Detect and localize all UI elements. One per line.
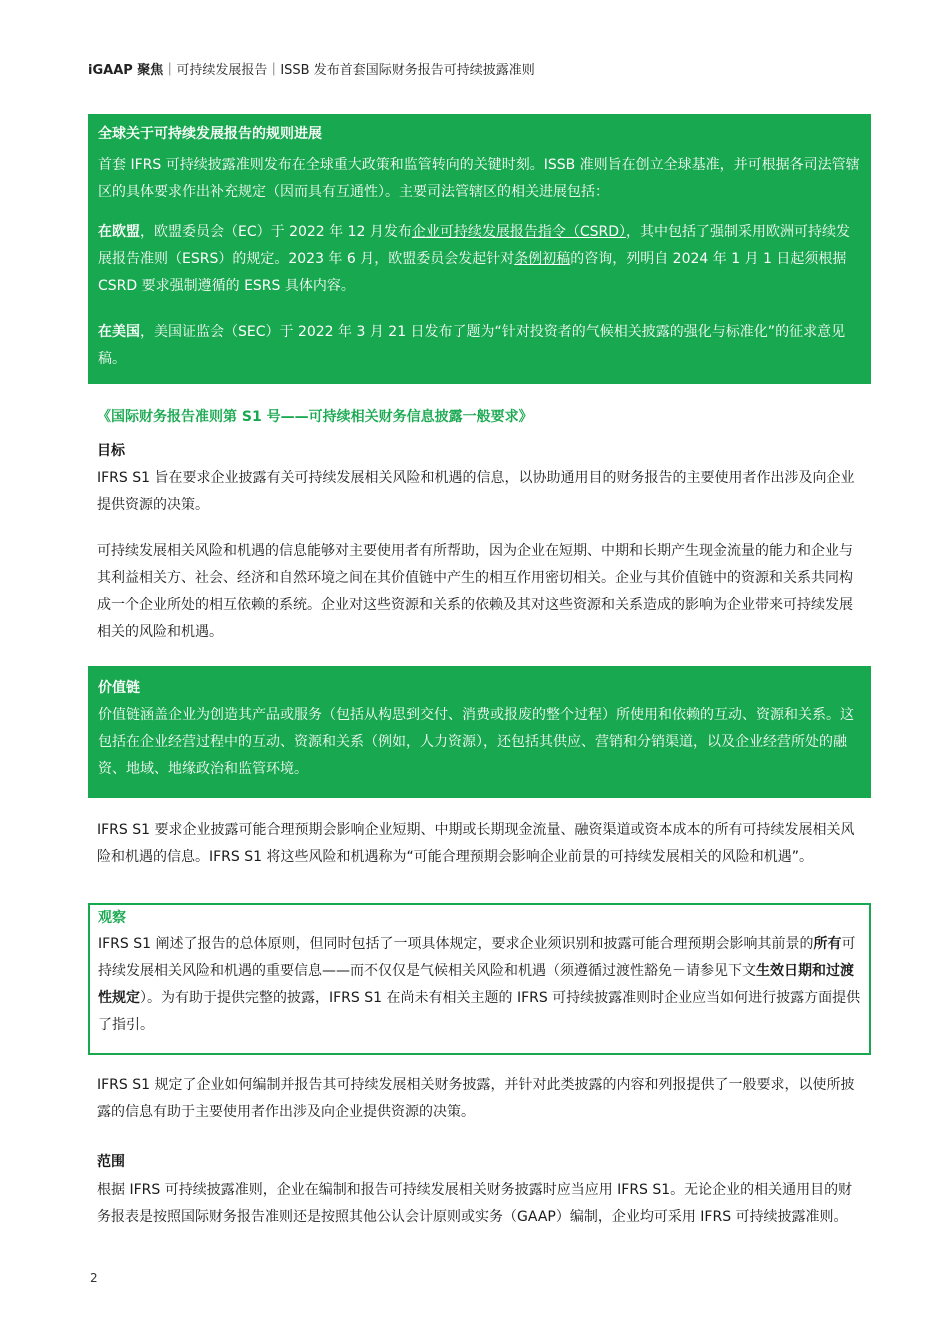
global-box-us	[98, 319, 861, 373]
header-brand: iGAAP 聚焦	[88, 63, 164, 78]
objective-heading: 目标	[97, 443, 125, 459]
csrd-link[interactable]: 企业可持续发展报告指令（CSRD）	[411, 224, 627, 240]
objective-paragraph-1: IFRS S1 旨在要求企业披露有关可持续发展相关风险和机遇的信息，以协助通用目的财务报告的主要使用者作出涉及向企业提供资源的决策。	[97, 470, 855, 513]
paragraph-4: IFRS S1 规定了企业如何编制并报告其可持续发展相关财务披露，并针对此类披露的内容和列报提供了一般要求，以使所披露的信息有助于主要使用者作出涉及向企业提供资源的决策。	[97, 1077, 855, 1120]
eu-text-2: ，其中包括了强制采用欧洲可持续发展报告准则（ESRS）的规定。2023 年 6 月，欧盟委员会发起针对	[98, 224, 851, 267]
eu-text-3: 的咨询，列明自 2024 年 1 月 1 日起须根据 CSRD 要求强制遵循的 ESRS 具体内容。	[98, 251, 847, 294]
observation-text-1: IFRS S1 阐述了报告的总体原则，但同时包括了一项具体规定，要求企业须识别和披露可能合理预期会影响其前景的	[98, 936, 814, 952]
header-title: ｜可持续发展报告｜ISSB 发布首套国际财务报告可持续披露准则	[163, 63, 535, 78]
us-lead: 在美国	[98, 324, 140, 340]
observation-text	[98, 931, 861, 1039]
draft-regulation-link[interactable]: 条例初稿	[514, 251, 571, 267]
eu-text-1: ，欧盟委员会（EC）于 2022 年 12 月发布	[140, 224, 412, 240]
page-number: 2	[90, 1271, 98, 1285]
objective-paragraph-2: 可持续发展相关风险和机遇的信息能够对主要使用者有所帮助，因为企业在短期、中期和长期产生现金流量的能力和企业与其利益相关方、社会、经济和自然环境之间在其价值链中产生的相互作用密切相关。企业与其价值链中的资源和关系共同构成一个企业所处的相互依赖的系统。企业对这些资源和关系的依赖及其对这些资源和关系造成的影响为企业带来可持续发展相关的风险和机遇。	[97, 543, 853, 640]
global-box-intro: 首套 IFRS 可持续披露准则发布在全球重大政策和监管转向的关键时刻。ISSB 准则旨在创立全球基准，并可根据各司法管辖区的具体要求作出补充规定（因而具有互通性）。主要司法管辖区的相关进展包括：	[98, 157, 860, 200]
global-box-title: 全球关于可持续发展报告的规则进展	[98, 126, 322, 142]
observation-title: 观察	[98, 910, 126, 926]
observation-text-3: ）。为有助于提供完整的披露，IFRS S1 在尚未有相关主题的 IFRS 可持续披露准则时企业应当如何进行披露方面提供了指引。	[98, 990, 861, 1033]
us-text: ，美国证监会（SEC）于 2022 年 3 月 21 日发布了题为“针对投资者的气候相关披露的强化与标准化”的征求意见稿。	[98, 324, 846, 367]
value-chain-text: 价值链涵盖企业为创造其产品或服务（包括从构思到交付、消费或报废的整个过程）所使用和依赖的互动、资源和关系。这包括在企业经营过程中的互动、资源和关系（例如，人力资源），还包括其供应、营销和分销渠道，以及企业经营所处的融资、地域、地缘政治和监管环境。	[98, 707, 854, 777]
observation-bold-effective-date: 生效日期和过渡性规定	[98, 963, 854, 1006]
s1-heading: 《国际财务报告准则第 S1 号——可持续相关财务信息披露一般要求》	[97, 409, 533, 425]
scope-paragraph: 根据 IFRS 可持续披露准则，企业在编制和报告可持续发展相关财务披露时应当应用 IFRS S1。无论企业的相关通用目的财务报表是按照国际财务报告准则还是按照其他公认会计原则或实务（GAAP）编制，企业均可采用 IFRS 可持续披露准则。	[97, 1182, 853, 1225]
global-box-eu	[98, 219, 861, 300]
global-progress-box	[88, 114, 871, 384]
value-chain-title: 价值链	[98, 680, 140, 696]
running-header	[88, 59, 535, 78]
observation-box	[88, 903, 871, 1055]
observation-text-2: 可持续发展相关风险和机遇的重要信息——而不仅仅是气候相关风险和机遇（须遵循过渡性豁免－请参见下文	[98, 936, 856, 979]
scope-heading: 范围	[97, 1154, 125, 1170]
eu-lead: 在欧盟	[98, 224, 140, 240]
observation-bold-all: 所有	[813, 936, 842, 952]
paragraph-3: IFRS S1 要求企业披露可能合理预期会影响企业短期、中期或长期现金流量、融资渠道或资本成本的所有可持续发展相关风险和机遇的信息。IFRS S1 将这些风险和机遇称为“可能合理预期会影响企业前景的可持续发展相关的风险和机遇”。	[97, 822, 855, 865]
value-chain-box	[88, 666, 871, 798]
